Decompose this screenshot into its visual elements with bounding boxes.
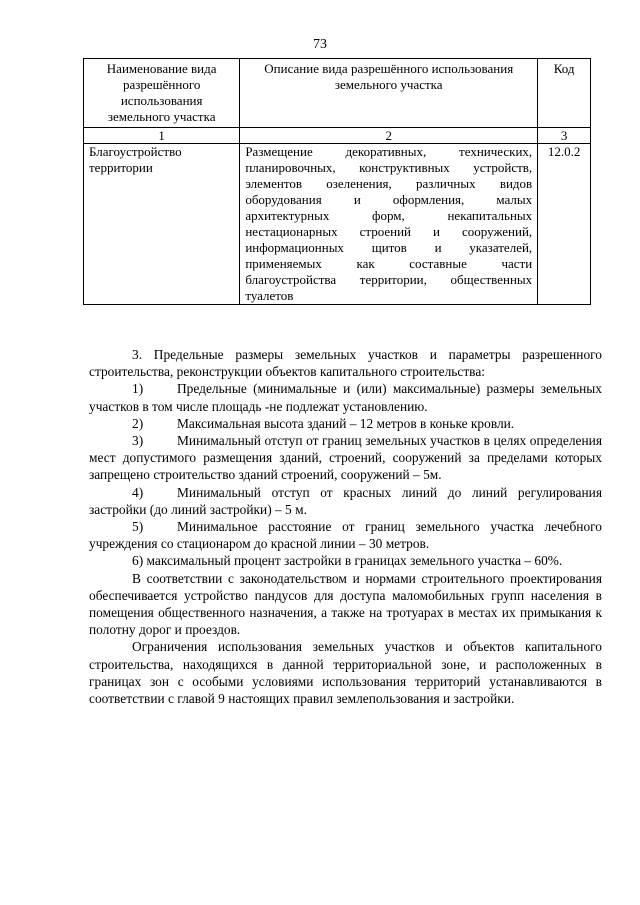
list-item — [89, 518, 602, 552]
paragraph-restrictions: Ограничения использования земельных участков и объектов капитального строительства, находящихся в данной территориальной зоне, и расположенных в границах зон с особыми условиями использования территорий устанавливаются в соответствии с главой 9 настоящих правил землепользования и застройки. — [89, 639, 602, 707]
land-use-table — [83, 58, 591, 305]
item-text: Минимальный отступ от красных линий до линий регулирования застройки (до линий застройки) – 5 м. — [89, 484, 602, 517]
page-number: 73 — [313, 37, 327, 52]
header-description: Описание вида разрешённого использования земельного участка — [240, 59, 538, 128]
paragraph-3: 3. Предельные размеры земельных участков и параметры разрешенного строительства, реконструкции объектов капитального строительства: — [89, 347, 602, 380]
item-number: 2) — [132, 415, 144, 431]
item-number: 1) — [132, 381, 144, 397]
item-number: 5) — [132, 519, 144, 535]
column-number-row — [84, 128, 591, 144]
list-item — [89, 415, 602, 432]
use-description: Размещение декоративных, технических, планировочных, конструктивных устройств, элементов озеленения, различных видов оборудования и оформления, малых архитектурных форм, некапитальных нестационарных строений и сооружений, информационных щитов и указателей, применяемых как составные части благоустройства территории, общественных туалетов — [240, 144, 538, 305]
list-item — [89, 484, 602, 518]
list-item — [89, 432, 602, 484]
header-name: Наименование вида разрешённого использования земельного участка — [84, 59, 240, 128]
header-code: Код — [538, 59, 591, 128]
use-name: Благоустройство территории — [84, 144, 240, 305]
item-number: 4) — [132, 484, 144, 500]
item-text: Максимальная высота зданий – 12 метров в коньке кровли. — [177, 415, 515, 431]
paragraph-6: 6) максимальный процент застройки в границах земельного участка – 60%. — [132, 553, 563, 569]
column-number: 2 — [240, 128, 538, 144]
body-text — [89, 346, 602, 707]
table-row — [84, 144, 591, 305]
item-number: 3) — [132, 433, 144, 449]
paragraph-accessibility: В соответствии с законодательством и нормами строительного проектирования обеспечивается устройство пандусов для доступа маломобильных групп населения в помещения общественного назначения, а также на тротуарах в местах их примыкания к полотну дорог и проездов. — [89, 570, 602, 638]
item-text: Предельные (минимальные и (или) максимальные) размеры земельных участков в том числе площадь -не подлежат установлению. — [89, 381, 602, 414]
column-number: 1 — [84, 128, 240, 144]
column-number: 3 — [538, 128, 591, 144]
table-header-row — [84, 59, 591, 128]
item-text: Минимальное расстояние от границ земельного участка лечебного учреждения со стационаром до красной линии – 30 метров. — [89, 519, 602, 552]
list-item — [89, 380, 602, 414]
use-code: 12.0.2 — [538, 144, 591, 305]
item-text: Минимальный отступ от границ земельных участков в целях определения мест допустимого размещения зданий, строений, сооружений за пределами которых запрещено строительство зданий строений, сооружений – 5м. — [89, 433, 602, 483]
